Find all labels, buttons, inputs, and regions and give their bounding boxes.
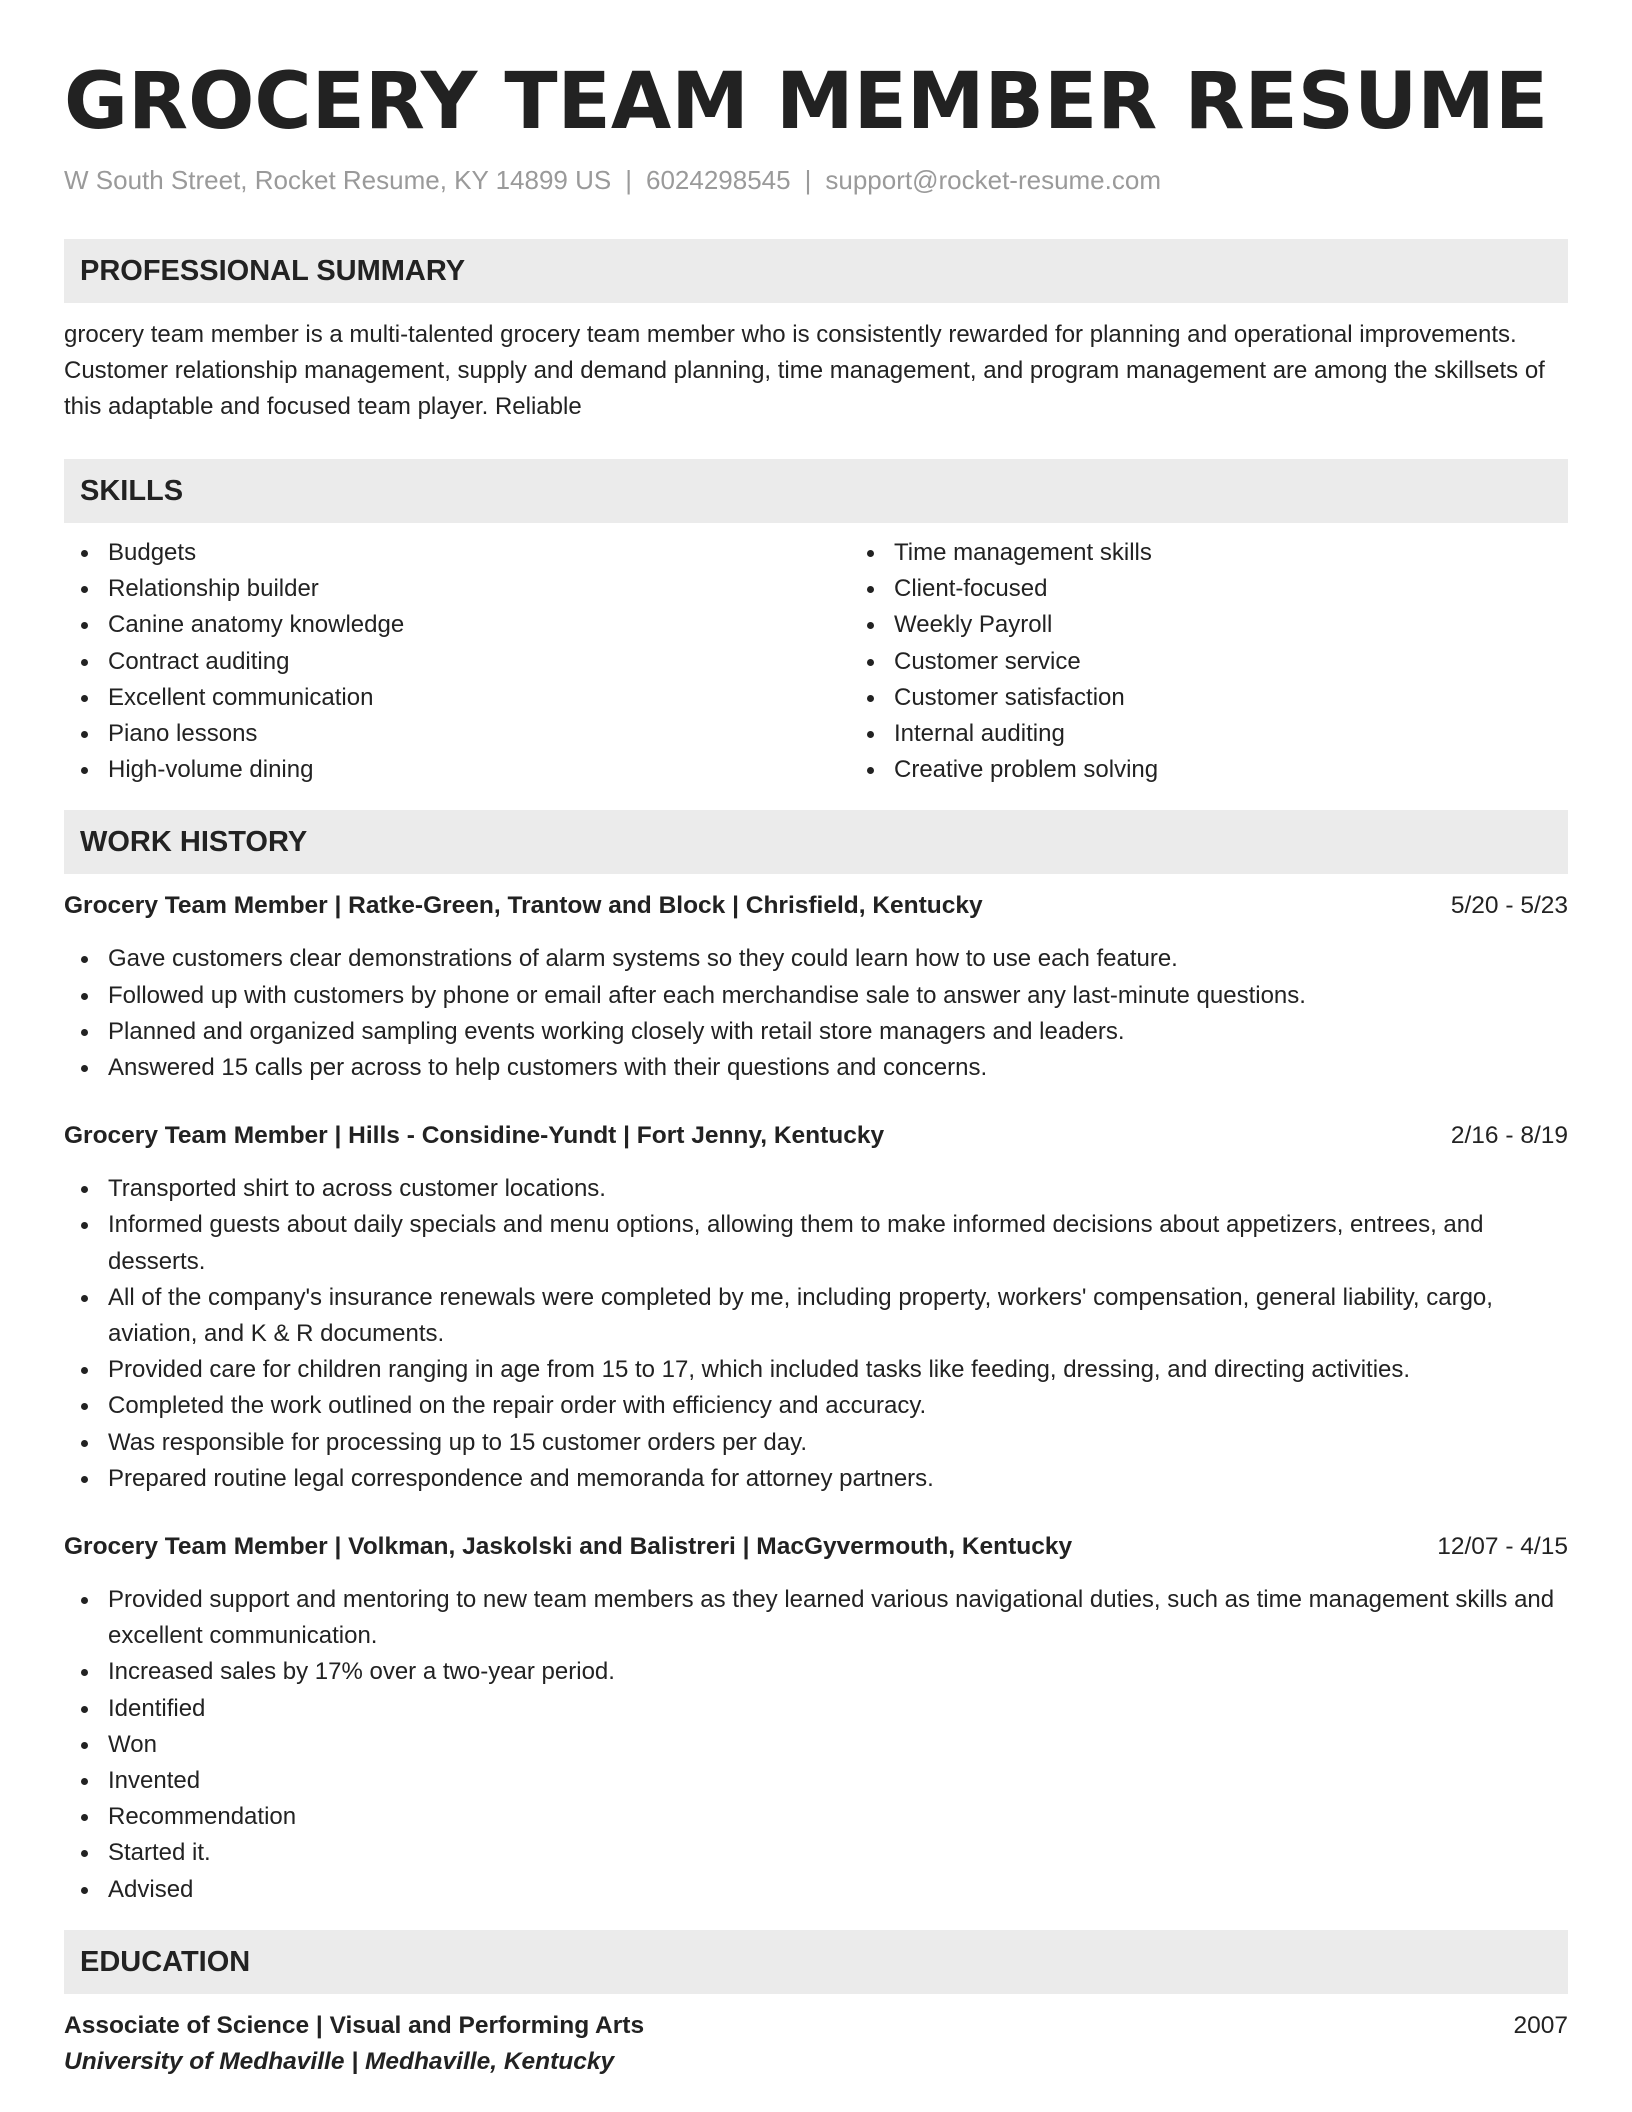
job-bullet: Transported shirt to across customer locations. bbox=[108, 1171, 1568, 1207]
education-header bbox=[64, 2008, 1568, 2044]
job-bullet: Planned and organized sampling events working closely with retail store managers and leaders. bbox=[108, 1014, 1568, 1050]
skills-column-right bbox=[850, 535, 1632, 788]
summary-text: grocery team member is a multi-talented grocery team member who is consistently rewarded for planning and operational improvements. Customer relationship management, supply and demand planning, time management, and program management are among the skillsets of this adaptable and focused team player. Reliable bbox=[64, 321, 1545, 420]
job-bullet: Informed guests about daily specials and menu options, allowing them to make informed decisions about appetizers, entrees, and desserts. bbox=[108, 1207, 1568, 1279]
resume-title: GROCERY TEAM MEMBER RESUME bbox=[64, 57, 1549, 147]
resume-page bbox=[64, 52, 1568, 2080]
job-bullet: Started it. bbox=[108, 1835, 1568, 1871]
skill-item: Budgets bbox=[108, 535, 850, 571]
job-bullet: Identified bbox=[108, 1691, 1568, 1727]
job-entry bbox=[64, 1118, 1568, 1497]
education-school: University of Medhaville | Medhaville, Kentucky bbox=[64, 2047, 615, 2075]
job-bullets bbox=[64, 1582, 1568, 1908]
job-entry bbox=[64, 888, 1568, 1086]
job-bullet: Provided care for children ranging in age from 15 to 17, which included tasks like feeding, dressing, and directing activities. bbox=[108, 1352, 1568, 1388]
job-bullet: Recommendation bbox=[108, 1799, 1568, 1835]
job-bullet: Prepared routine legal correspondence and memoranda for attorney partners. bbox=[108, 1461, 1568, 1497]
contact-separator: | bbox=[625, 165, 632, 195]
skill-item: Piano lessons bbox=[108, 716, 850, 752]
job-dates: 2/16 - 8/19 bbox=[1450, 1122, 1568, 1150]
job-bullet: Answered 15 calls per across to help customers with their questions and concerns. bbox=[108, 1050, 1568, 1086]
job-header bbox=[64, 1529, 1568, 1565]
summary-heading: PROFESSIONAL SUMMARY bbox=[64, 239, 1568, 303]
job-bullet: Completed the work outlined on the repair order with efficiency and accuracy. bbox=[108, 1388, 1568, 1424]
education-year: 2007 bbox=[1513, 2011, 1568, 2039]
job-bullet: Advised bbox=[108, 1872, 1568, 1908]
contact-address: W South Street, Rocket Resume, KY 14899 US bbox=[64, 165, 612, 195]
job-header bbox=[64, 888, 1568, 924]
skills-column-left bbox=[64, 535, 850, 788]
job-bullet: Gave customers clear demonstrations of alarm systems so they could learn how to use each feature. bbox=[108, 941, 1568, 977]
skill-item: Canine anatomy knowledge bbox=[108, 607, 850, 643]
job-bullet: Provided support and mentoring to new team members as they learned various navigational duties, such as time management skills and excellent communication. bbox=[108, 1582, 1568, 1654]
job-title: Grocery Team Member | Hills - Considine-Yundt | Fort Jenny, Kentucky bbox=[64, 1122, 885, 1150]
contact-email[interactable]: support@rocket-resume.com bbox=[825, 165, 1161, 195]
skill-item: Internal auditing bbox=[894, 716, 1632, 752]
skill-item: Customer satisfaction bbox=[894, 680, 1632, 716]
skill-item: Weekly Payroll bbox=[894, 607, 1632, 643]
skill-item: Client-focused bbox=[894, 571, 1632, 607]
skill-item: Customer service bbox=[894, 644, 1632, 680]
skill-item: Contract auditing bbox=[108, 644, 850, 680]
education-heading: EDUCATION bbox=[64, 1930, 1568, 1994]
job-header bbox=[64, 1118, 1568, 1154]
skill-item: Excellent communication bbox=[108, 680, 850, 716]
job-title: Grocery Team Member | Ratke-Green, Trantow and Block | Chrisfield, Kentucky bbox=[64, 892, 983, 920]
education-degree: Associate of Science | Visual and Performing Arts bbox=[64, 2011, 645, 2039]
skill-item: High-volume dining bbox=[108, 752, 850, 788]
contact-line bbox=[64, 162, 1568, 198]
job-dates: 5/20 - 5/23 bbox=[1450, 892, 1568, 920]
job-bullet: Invented bbox=[108, 1763, 1568, 1799]
skill-item: Relationship builder bbox=[108, 571, 850, 607]
skill-item: Creative problem solving bbox=[894, 752, 1632, 788]
job-bullet: Followed up with customers by phone or email after each merchandise sale to answer any last-minute questions. bbox=[108, 978, 1568, 1014]
job-bullet: All of the company's insurance renewals were completed by me, including property, workers' compensation, general liability, cargo, aviation, and K & R documents. bbox=[108, 1280, 1568, 1352]
job-entry bbox=[64, 1529, 1568, 1908]
work-history-heading: WORK HISTORY bbox=[64, 810, 1568, 874]
contact-phone: 6024298545 bbox=[646, 165, 791, 195]
job-bullet: Won bbox=[108, 1727, 1568, 1763]
job-bullet: Was responsible for processing up to 15 customer orders per day. bbox=[108, 1425, 1568, 1461]
education-entry bbox=[64, 2008, 1568, 2080]
skills-list bbox=[64, 535, 1568, 788]
job-dates: 12/07 - 4/15 bbox=[1437, 1533, 1568, 1561]
job-bullets bbox=[64, 941, 1568, 1086]
contact-separator: | bbox=[804, 165, 812, 195]
job-bullet: Increased sales by 17% over a two-year period. bbox=[108, 1654, 1568, 1690]
job-title: Grocery Team Member | Volkman, Jaskolski and Balistreri | MacGyvermouth, Kentucky bbox=[64, 1533, 1073, 1561]
skill-item: Time management skills bbox=[894, 535, 1632, 571]
skills-heading: SKILLS bbox=[64, 459, 1568, 523]
job-bullets bbox=[64, 1171, 1568, 1497]
